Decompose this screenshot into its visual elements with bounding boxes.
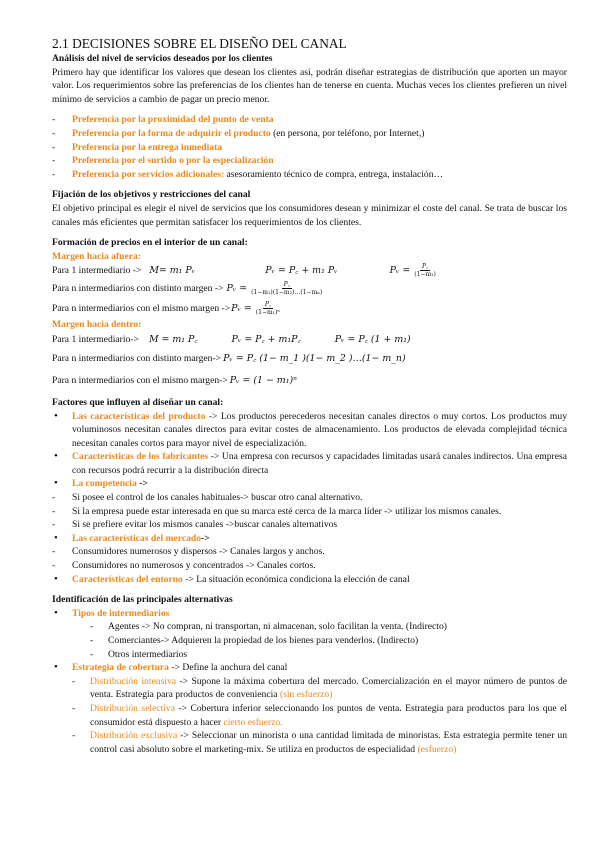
- list-item: • Tipos de intermediarios: [52, 607, 567, 621]
- formula: Pᵥ = P꜀ (1 + m₁): [334, 334, 411, 346]
- alternatives-list: [52, 607, 567, 757]
- subheading-margen-afuera: Margen hacia afuera:: [52, 250, 141, 262]
- formula: Pᵥ = (1 − m₁)ⁿ: [229, 375, 297, 387]
- formula-row-out-2: Para n intermediarios con distinto margen -> Pᵥ = $\frac{P꜀}{\text{(1−m₁)(1−m₂)…(1−mₙ)}}$: [52, 280, 323, 296]
- formula-row-in-1: Para 1 intermediario-> M = m₁ P꜀ Pᵥ = P꜀ + m₁P꜀ Pᵥ = P꜀ (1 + m₁): [52, 334, 411, 346]
- list-item: - Distribución exclusiva -> Seleccionar un minorista o una cantidad limitada de minoristas. Esta estrategia permite tener un control casi absoluto sobre el marketing-mix. Se utiliza en productos de especialidad (esfuerzo): [52, 729, 567, 756]
- formula-row-out-3: Para n intermediarios con el mismo margen -> Pᵥ = $\frac{P꜀}{\text{(1−m₁)ⁿ}}$: [52, 300, 280, 316]
- section-heading-factores: Factores que influyen al diseñar un canal:: [52, 396, 224, 408]
- formula-row-out-1: Para 1 intermediario -> M= m₁ Pᵥ Pᵥ = P꜀ + m₁ Pᵥ Pᵥ = $\frac{P꜀}{\text{(1−m₁)}}$: [52, 263, 436, 279]
- fraction: $\frac{P꜀}{\text{(1−m₁)ⁿ}}$: [255, 300, 280, 316]
- list-item: - Preferencia por servicios adicionales: asesoramiento técnico de compra, entrega, instalación…: [52, 168, 567, 182]
- subheading-margen-dentro: Margen hacia dentro:: [52, 319, 142, 331]
- list-item: • Características de los fabricantes -> Una empresa con recursos y capacidades limitadas usará canales indirectos. Una empresa con recursos podrá recurrir a la distribución directa: [52, 450, 567, 477]
- list-item: - Distribución intensiva -> Supone la máxima cobertura del mercado. Comercialización en el mayor número de puntos de venta. Estrategia para productos de conveniencia (sin esfuerzo): [52, 675, 567, 702]
- formula-row-in-2: Para n intermediarios con distinto margen-> Pᵥ = P꜀ (1− m_1 )(1− m_2 )…(1− m_n): [52, 353, 406, 365]
- list-item: - Si la empresa puede estar interesada en que su marca esté cerca de la marca líder -> utilizar los mismos canales.: [52, 505, 567, 519]
- formula: Pᵥ = P꜀ (1− m_1 )(1− m_2 )…(1− m_n): [223, 353, 406, 365]
- document-page: [52, 36, 567, 756]
- list-item: • La competencia ->: [52, 477, 567, 491]
- formula: Pᵥ =: [389, 265, 411, 277]
- list-item: - Consumidores no numerosos y concentrados -> Canales cortos.: [52, 559, 567, 573]
- list-item: • Las características del producto -> Los productos perecederos necesitan canales directos o muy cortos. Los productos muy voluminosos necesitan canales directos para evitar costes de almacenamiento. Los productos de elevada complejidad técnica necesitan canales cortos para mayor nivel de especialización.: [52, 410, 567, 451]
- formula: Pᵥ =: [231, 302, 252, 314]
- formula-row-in-3: Para n intermediarios con el mismo margen-> Pᵥ = (1 − m₁)ⁿ: [52, 375, 297, 387]
- list-item: - Consumidores numerosos y dispersos -> Canales largos y anchos.: [52, 545, 567, 559]
- list-item: - Preferencia por la forma de adquirir el producto (en persona, por teléfono, por Internet,): [52, 127, 567, 141]
- list-item: - Preferencia por la entrega inmediata: [52, 141, 567, 155]
- formula: M= m₁ Pᵥ: [149, 265, 196, 277]
- fraction: $\frac{P꜀}{\text{(1−m₁)}}$: [414, 263, 436, 279]
- formula: Pᵥ = P꜀ + m₁P꜀: [231, 334, 301, 346]
- section-paragraph-objetivos: El objetivo principal es elegir el nivel de servicios que los consumidores desean y minimizar el coste del canal. Se trata de buscar los canales más eficientes que permitan satisfacer los requerimientos de los clientes.: [52, 202, 567, 228]
- preferences-list: [52, 113, 567, 181]
- section-heading-servicios: Análisis del nivel de servicios deseados por los clientes: [52, 53, 273, 64]
- list-item: - Preferencia por la proximidad del punto de venta: [52, 113, 567, 127]
- section-paragraph-servicios: Primero hay que identificar los valores que desean los clientes así, podrán diseñar estrategias de distribución que aporten un mayor valor. Los requerimientos sobre las preferencias de los clientes han de tenerse en cuenta. Muchas veces los clientes prefieren un nivel mínimo de servicios a cambio de pagar un precio menor.: [52, 66, 567, 105]
- section-heading-objetivos: Fijación de los objetivos y restricciones del canal: [52, 189, 251, 201]
- list-item: • Las características del mercado->: [52, 532, 567, 546]
- list-item: - Preferencia por el surtido o por la especialización: [52, 154, 567, 168]
- formula: Pᵥ =: [226, 282, 248, 294]
- page-title: 2.1 DECISIONES SOBRE EL DISEÑO DEL CANAL: [52, 36, 347, 51]
- list-item: - Si posee el control de los canales habituales-> buscar otro canal alternativo.: [52, 491, 567, 505]
- list-item: - Agentes -> No compran, ni transportan, ni almacenan, solo facilitan la venta. (Indirecto): [52, 620, 567, 634]
- formula: Pᵥ = P꜀ + m₁ Pᵥ: [265, 265, 338, 277]
- section-heading-alternativas: Identificación de las principales alternativas: [52, 594, 233, 606]
- list-item: • Estrategia de cobertura -> Define la anchura del canal: [52, 661, 567, 675]
- factors-list: [52, 410, 567, 587]
- list-item: - Comerciantes-> Adquieren la propiedad de los bienes para venderlos. (Indirecto): [52, 634, 567, 648]
- list-item: - Distribución selectiva -> Cobertura inferior seleccionando los puntos de venta. Estrategia para productos para los que el consumidor está dispuesto a hacer cierto esfuerzo.: [52, 702, 567, 729]
- section-heading-precios: Formación de precios en el interior de un canal:: [52, 237, 248, 249]
- list-item: - Otros intermediarios: [52, 648, 567, 662]
- list-item: • Características del entorno -> La situación económica condiciona la elección de canal: [52, 573, 567, 587]
- list-item: - Si se prefiere evitar los mismos canales ->buscar canales alternativos: [52, 518, 567, 532]
- formula: M = m₁ P꜀: [148, 334, 198, 346]
- fraction: $\frac{P꜀}{\text{(1−m₁)(1−m₂)…(1−mₙ)}}$: [251, 280, 323, 296]
